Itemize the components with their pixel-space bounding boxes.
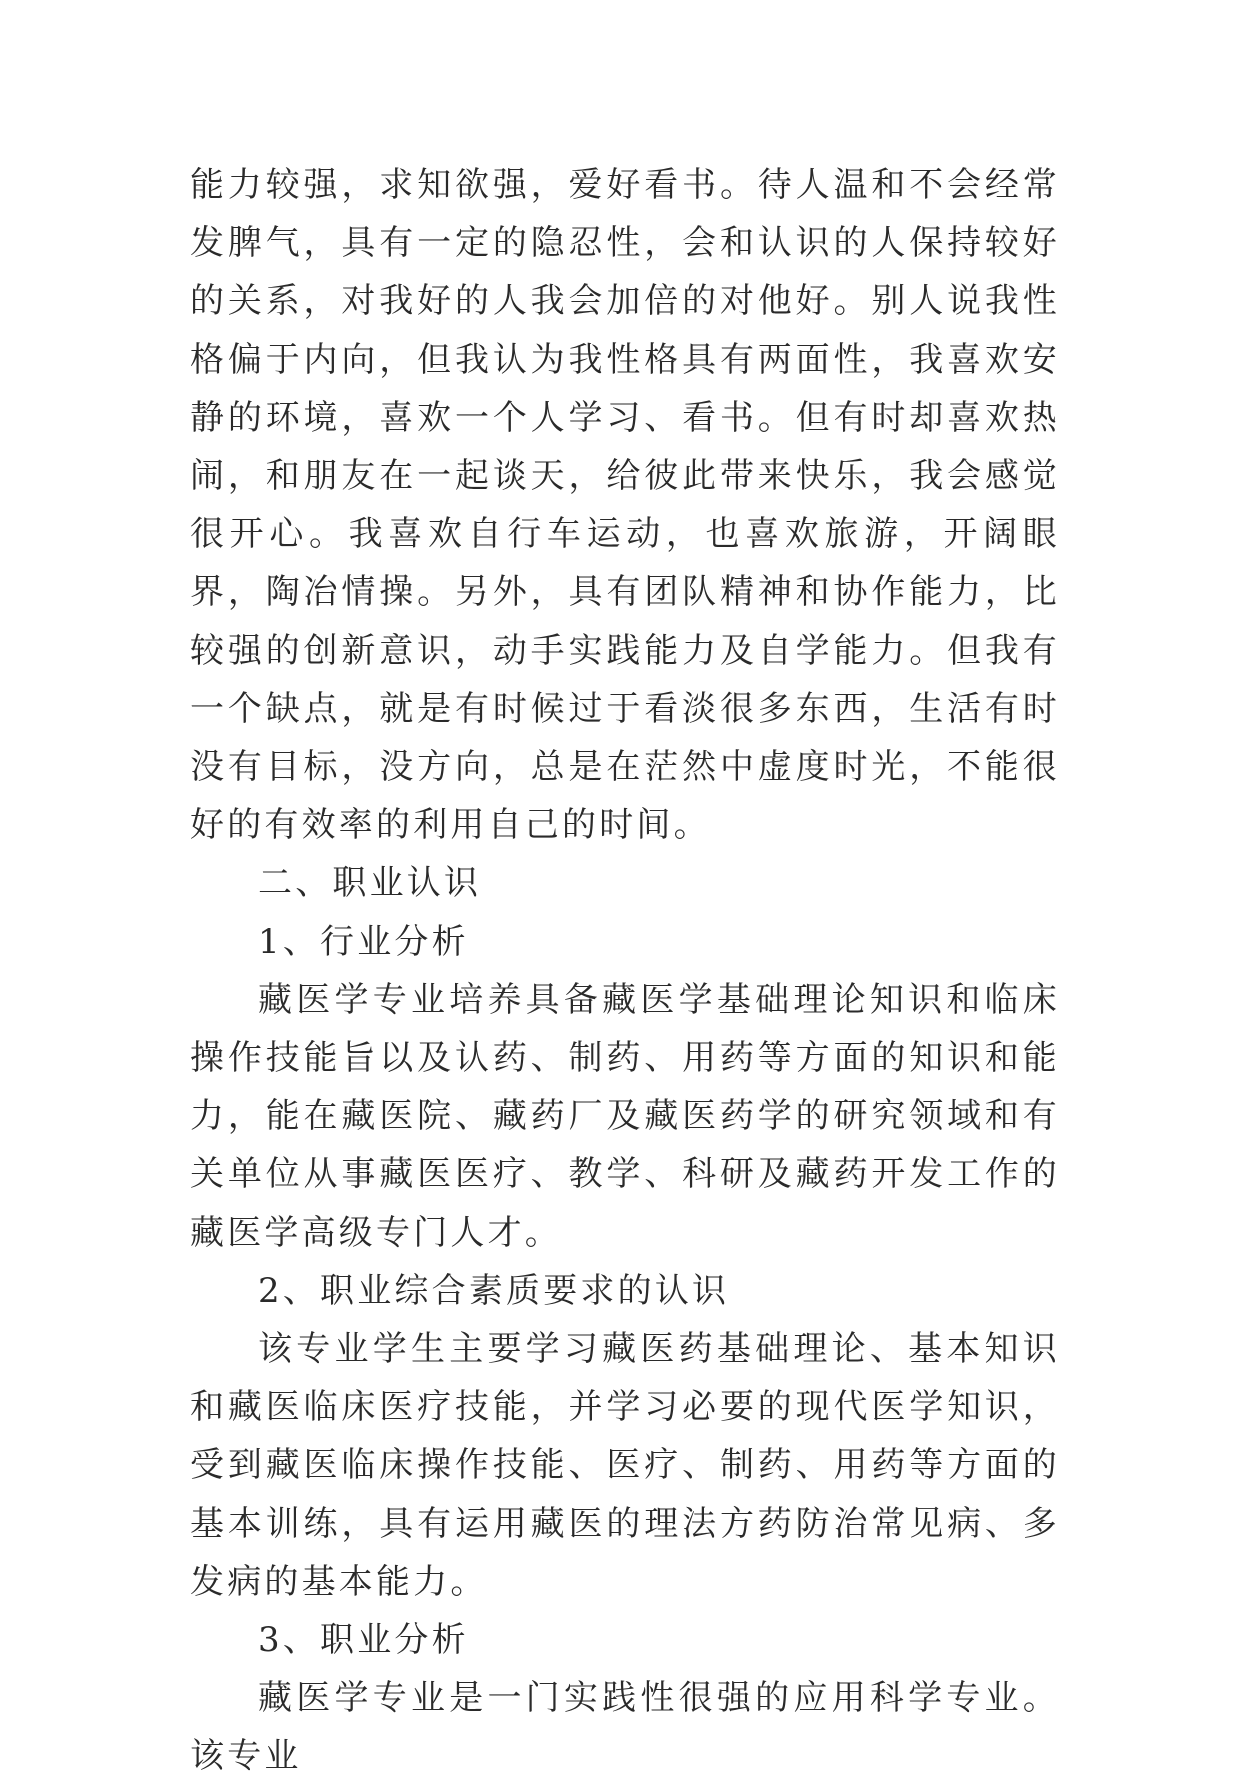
paragraph-career-analysis: 藏医学专业是一门实践性很强的应用科学专业。该专业 — [190, 1678, 1060, 1777]
document-body — [190, 156, 1060, 1786]
section-heading-career-awareness: 二、职业认识 — [258, 863, 482, 904]
subheading-industry-analysis: 1、行业分析 — [258, 921, 469, 962]
subheading-career-analysis: 3、职业分析 — [258, 1620, 469, 1661]
paragraph-competency-requirements: 该专业学生主要学习藏医药基础理论、基本知识和藏医临床医疗技能，并学习必要的现代医学知识，受到藏医临床操作技能、医疗、制药、用药等方面的基本训练，具有运用藏医的理法方药防治常见病、多发病的基本能力。 — [190, 1329, 1060, 1602]
paragraph-self-assessment: 能力较强，求知欲强，爱好看书。待人温和不会经常发脾气，具有一定的隐忍性，会和认识的人保持较好的关系，对我好的人我会加倍的对他好。别人说我性格偏于内向，但我认为我性格具有两面性，我喜欢安静的环境，喜欢一个人学习、看书。但有时却喜欢热闹，和朋友在一起谈天，给彼此带来快乐，我会感觉很开心。我喜欢自行车运动，也喜欢旅游，开阔眼界，陶冶情操。另外，具有团队精神和协作能力，比较强的创新意识，动手实践能力及自学能力。但我有一个缺点，就是有时候过于看淡很多东西，生活有时没有目标，没方向，总是在茫然中虚度时光，不能很好的有效率的利用自己的时间。 — [190, 165, 1060, 846]
subheading-competency-requirements: 2、职业综合素质要求的认识 — [258, 1270, 730, 1311]
paragraph-industry-analysis: 藏医学专业培养具备藏医学基础理论知识和临床操作技能旨以及认药、制药、用药等方面的知识和能力，能在藏医院、藏药厂及藏医药学的研究领域和有关单位从事藏医医疗、教学、科研及藏药开发工作的藏医学高级专门人才。 — [190, 979, 1060, 1253]
